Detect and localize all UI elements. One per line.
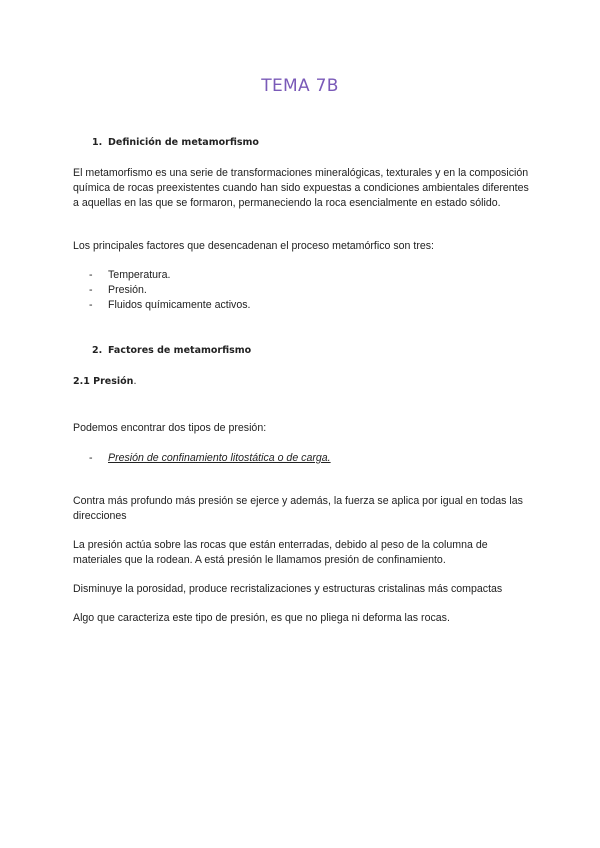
section-1-heading: [92, 137, 259, 148]
list-dash: -: [89, 284, 93, 296]
list-item: - Fluidos químicamente activos.: [89, 299, 251, 311]
list-dash: -: [89, 299, 93, 311]
pressure-type-link[interactable]: Presión de confinamiento litostática o de carga.: [108, 452, 331, 464]
list-item: [89, 451, 331, 466]
subsection-2-1-title: 2.1 Presión: [73, 376, 134, 387]
porosity-paragraph: Disminuye la porosidad, produce recristalizaciones y estructuras cristalinas más compactas: [73, 583, 503, 595]
depth-pressure-paragraph: Contra más profundo más presión se ejerce y además, la fuerza se aplica por igual en todas las direcciones: [73, 495, 523, 522]
definition-paragraph: El metamorfismo es una serie de transformaciones mineralógicas, texturales y en la composición química de rocas preexistentes cuando han sido expuestas a condiciones ambientales diferentes a aquellas en las que se formaron, permaneciendo la roca esencialmente en estado sólido.: [73, 167, 529, 209]
section-1-title: Definición de metamorfismo: [108, 137, 259, 148]
list-dash: -: [89, 452, 93, 464]
subsection-2-1-dot: .: [133, 376, 137, 387]
list-item: - Presión.: [89, 284, 147, 296]
factors-list: [89, 268, 251, 313]
section-1-number: 1.: [92, 137, 103, 148]
list-item: - Temperatura.: [89, 269, 171, 281]
section-2-heading: [92, 345, 251, 356]
pressure-types-intro: Podemos encontrar dos tipos de presión:: [73, 422, 267, 434]
no-fold-paragraph: Algo que caracteriza este tipo de presión, es que no pliega ni deforma las rocas.: [73, 612, 450, 624]
section-2-title: Factores de metamorfismo: [108, 345, 252, 356]
pressure-types-list: [89, 451, 331, 466]
factors-intro-paragraph: Los principales factores que desencadenan el proceso metamórfico son tres:: [73, 240, 434, 252]
list-dash: -: [89, 269, 93, 281]
subsection-2-1-heading: [73, 376, 136, 387]
section-2-number: 2.: [92, 345, 103, 356]
confinement-paragraph: La presión actúa sobre las rocas que están enterradas, debido al peso de la columna de materiales que la rodean. A está presión le llamamos presión de confinamiento.: [73, 539, 488, 566]
page-title: TEMA 7B: [261, 76, 339, 96]
